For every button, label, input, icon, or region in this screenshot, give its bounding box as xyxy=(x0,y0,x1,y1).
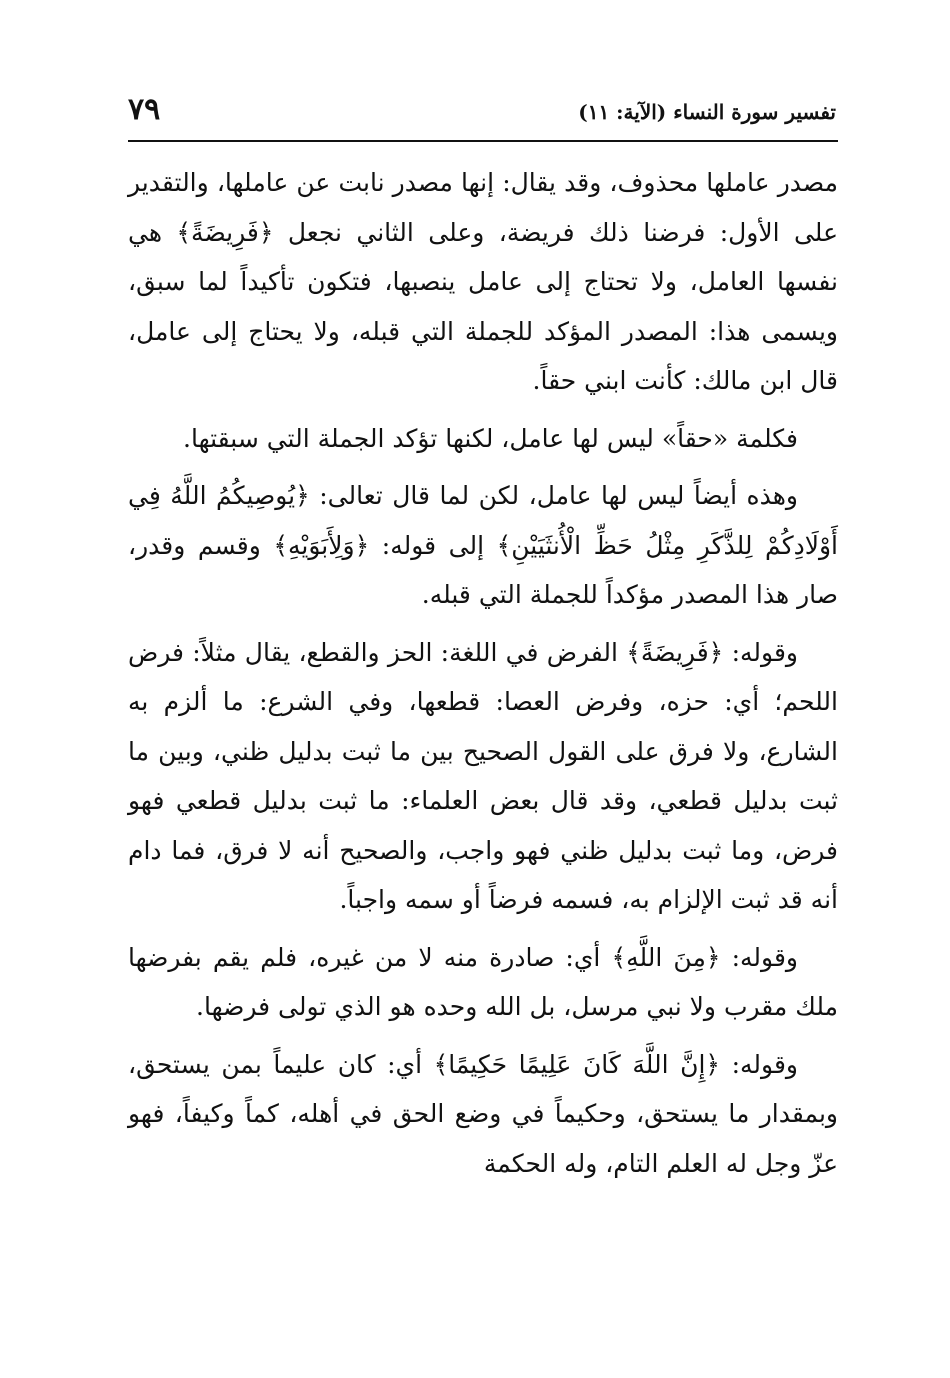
running-header xyxy=(128,92,836,132)
header-title: تفسير سورة النساء (الآية: ١١) xyxy=(578,100,836,124)
body-text xyxy=(128,158,838,1196)
paragraph-1: مصدر عاملها محذوف، وقد يقال: إنها مصدر نابت عن عاملها، والتقدير على الأول: فرضنا ذلك فريضة، وعلى الثاني نجعل ﴿فَرِيضَةً﴾ هي نفسها العامل، ولا تحتاج إلى عامل ينصبها، فتكون تأكيداً لما سبق، ويسمى هذا: المصدر المؤكد للجملة التي قبله، ولا يحتاج إلى عامل، قال ابن مالك: كأنت ابني حقاً. xyxy=(128,168,838,395)
paragraph-4: وقوله: ﴿فَرِيضَةً﴾ الفرض في اللغة: الحز والقطع، يقال مثلاً: فرض اللحم؛ أي: حزه، وفرض العصا: قطعها، وفي الشرع: ما ألزم به الشارع، ولا فرق على القول الصحيح بين ما ثبت بدليل ظني، وبين ما ثبت بدليل قطعي، وقد قال بعض العلماء: ما ثبت بدليل قطعي فهو فرض، وما ثبت بدليل ظني فهو واجب، والصحيح أنه لا فرق، فما دام أنه قد ثبت الإلزام به، فسمه فرضاً أو سمه واجباً. xyxy=(128,637,838,914)
header-divider xyxy=(128,140,838,142)
paragraph-5: وقوله: ﴿مِنَ اللَّهِ﴾ أي: صادرة منه لا من غيره، فلم يقم بفرضها ملك مقرب ولا نبي مرسل، بل الله وحده هو الذي تولى فرضها. xyxy=(128,942,838,1021)
paragraph-2: فكلمة «حقاً» ليس لها عامل، لكنها تؤكد الجملة التي سبقتها. xyxy=(183,423,798,453)
paragraph-3: وهذه أيضاً ليس لها عامل، لكن لما قال تعالى: ﴿يُوصِيكُمُ اللَّهُ فِي أَوْلَادِكُمْ لِلذَّكَرِ مِثْلُ حَظِّ الْأُنثَيَيْنِ﴾ إلى قوله: ﴿وَلِأَبَوَيْهِ﴾ وقسم وقدر، صار هذا المصدر مؤكداً للجملة التي قبله. xyxy=(128,481,838,609)
page-number: ٧٩ xyxy=(128,92,161,127)
paragraph-6: وقوله: ﴿إِنَّ اللَّهَ كَانَ عَلِيمًا حَكِيمًا﴾ أي: كان عليماً بمن يستحق، وبمقدار ما يستحق، وحكيماً في وضع الحق في أهله، كماً وكيفاً، فهو عزّ وجل له العلم التام، وله الحكمة xyxy=(128,1049,838,1178)
